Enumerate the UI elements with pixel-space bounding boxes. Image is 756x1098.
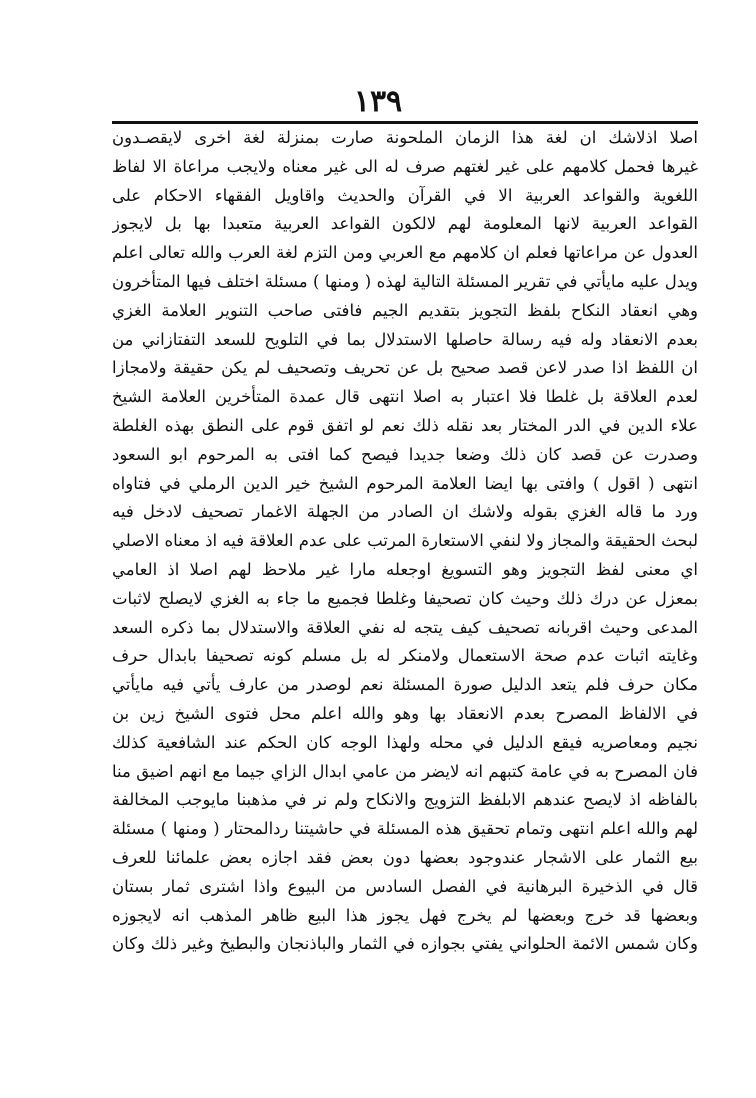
text-line: فان المصرح به في عامة كتبهم انه لايضر من عامي ابدال الزاي جيما مع انهم اضيق منا (112, 761, 698, 781)
text-line: بمعزل عن درك ذلك وحيث كان تصحيفا وغلطا فجميع ما جاء به الغزي لايصلح لاثبات (112, 588, 698, 608)
text-line: اصلا اذلاشك ان لغة هذا الزمان الملحونة صارت بمنزلة لغة اخرى لايقصـدون (112, 128, 698, 147)
text-line: وغايته اثبات عدم صحة الاستعمال ولامنكر له بل مسلم كونه تصحيفا بابدال حرف (112, 646, 698, 666)
text-line: علاء الدين في الدر المختار بعد نقله ذلك نعم لو اتفق قوم على النطق بهذه الغلطة (112, 415, 698, 435)
page-number: ١٣٩ (353, 84, 403, 119)
text-line: بعدم الانعقاد وله فيه رسالة حاصلها الاستدلال بما في التلويح للسعد التفتازاني من (112, 329, 698, 349)
text-line: لبحث الحقيقة والمجاز ولا لنفي الاستعارة المرتب على عدم العلاقة فيه اذ معناه الاصلي (112, 531, 698, 551)
text-line: بيع الثمار على الاشجار عندوجود بعضها دون بعض فقد اجازه بعض علمائنا للعرف (112, 847, 698, 867)
text-line: القواعد العربية لانها المعلومة لهم لالكون القواعد العربية متعبدا بها بل لايجوز (112, 214, 698, 234)
text-line: ويدل عليه مايأتي في تقرير المسئلة التالية لهذه ( ومنها ) مسئلة اختلف فيها المتأخرون (112, 271, 698, 291)
text-line: وهي انعقاد النكاح بلفظ التجويز بتقديم الجيم فافتى صاحب التنوير العلامة الغزي (112, 300, 698, 320)
text-line: انتهى ( اقول ) وافتى بها ايضا العلامة المرحوم الشيخ خير الدين الرملي في فتاواه (112, 473, 698, 493)
text-line: المدعى وحيث اقربانه تصحيف كيف يتجه له نفي العلاقة والاستدلال بما ذكره السعد (112, 617, 698, 637)
text-line: لعدم العلاقة بل غلطا فلا اعتبار به اصلا انتهى قال عمدة المتأخرين العلامة الشيخ (112, 387, 698, 407)
text-line: ان اللفظ اذا صدر لاعن قصد صحيح بل عن تحريف وتصحيف لم يكن حقيقة ولامجازا (112, 358, 698, 378)
text-line: العدول عن مراعاتها فعلم ان كلامهم مع العربي ومن التزم لغة العرب والله تعالى اعلم (112, 243, 698, 263)
text-line: وصدرت عن قصد كان ذلك وضعا جديدا فيصح كما افتى به المرحوم ابو السعود (112, 444, 698, 464)
text-line: قال في الذخيرة البرهانية في الفصل السادس من البيوع واذا اشترى ثمار بستان (112, 876, 698, 896)
text-line: اي معنى لفظ التجويز وهو التسويغ اوجعله مارا غير ملاحظ لهم اصلا اذ العامي (112, 559, 698, 579)
text-line: بالفاظه اذ لايصح عندهم الابلفظ التزويج والانكاح ولم نر في مذهبنا مايوجب المخالفة (112, 790, 698, 810)
text-line: اللغوية والقواعد العربية الا في القرآن والحديث واقاويل الفقهاء الاحكام على (112, 185, 698, 205)
text-line: نجيم ومعاصريه فيقع الدليل في محله ولهذا الوجه كان الحكم عند الشافعية كذلك (112, 732, 698, 752)
text-line: لهم والله اعلم انتهى وتمام تحقيق هذه المسئلة في حاشيتنا ردالمحتار ( ومنها ) مسئلة (112, 819, 698, 839)
text-line: غيرها فحمل كلامهم على غير لغتهم صرف له الى غير معناه ولايجب مراعاة الا لفاظ (112, 156, 698, 176)
text-line: وكان شمس الائمة الحلواني يفتي بجوازه في الثمار والباذنجان والبطيخ وغير ذلك وكان (112, 934, 698, 954)
body-text (112, 124, 698, 959)
text-line: في الالفاظ المصرح بعدم الانعقاد بها وهو والله اعلم محل فتوى الشيخ زين بن (112, 703, 698, 723)
text-line: مكان حرف فلم يتعد الدليل صورة المسئلة نعم لوصدر من عارف يأتي فيه مايأتي (112, 675, 698, 695)
text-line: ورد ما قاله الغزي بقوله ولاشك ان الصادر من الجهلة الاغمار تصحيف لادخل فيه (112, 502, 698, 522)
text-line: وبعضها قد خرج وبعضها لم يخرج فهل يجوز هذا البيع ظاهر المذهب انه لايجوزه (112, 905, 698, 925)
